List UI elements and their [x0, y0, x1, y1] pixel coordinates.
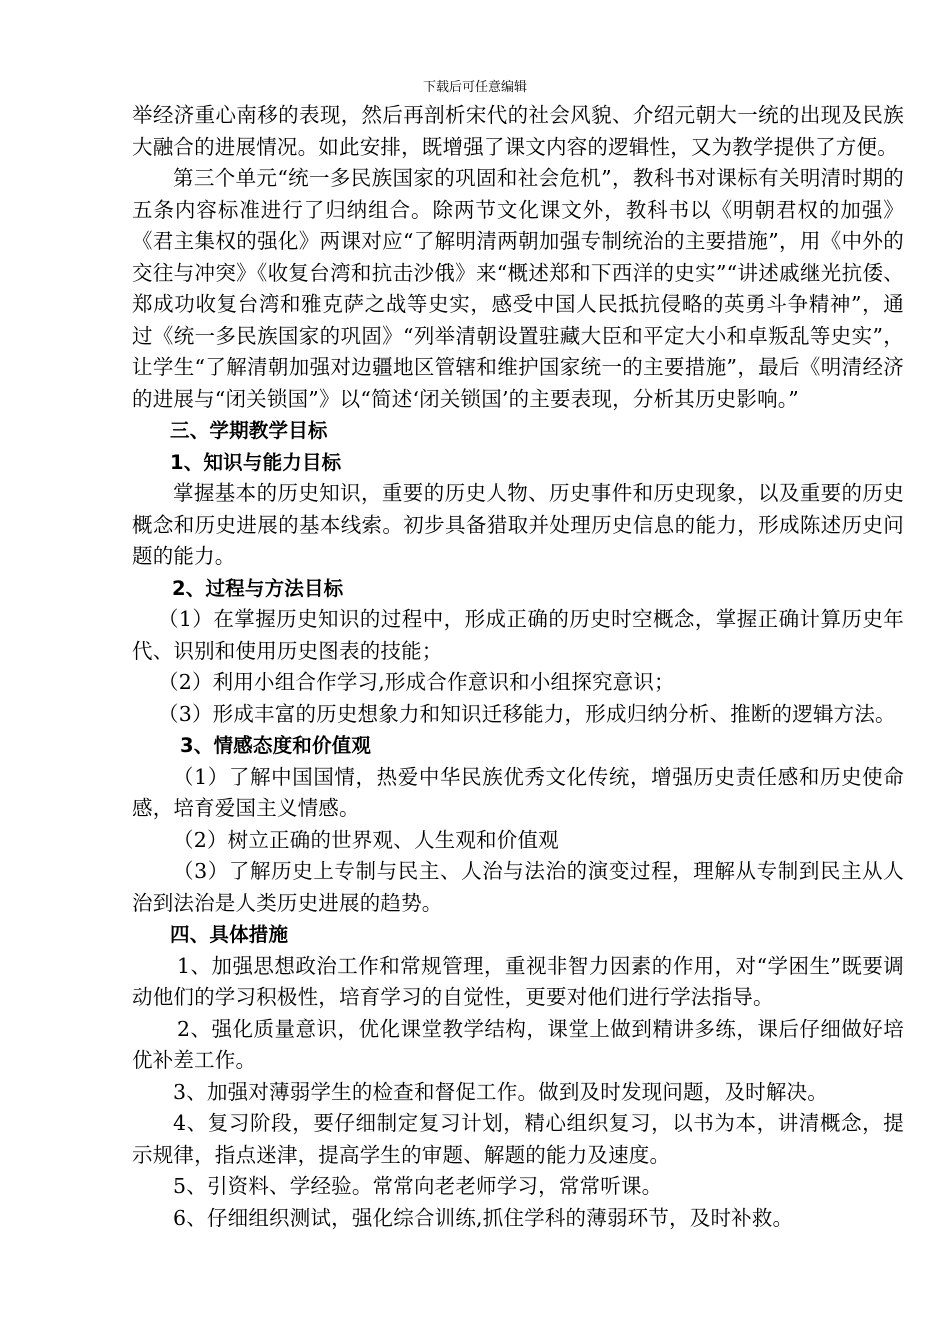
- paragraph-process-1: （1）在掌握历史知识的过程中，形成正确的历史时空概念，掌握正确计算历史年代、识别和使用历史图表的技能；: [132, 607, 904, 663]
- paragraph-continuation: 举经济重心南移的表现，然后再剖析宋代的社会风貌、介绍元朝大一统的出现及民族大融合的进展情况。如此安排，既增强了课文内容的逻辑性，又为教学提供了方便。: [132, 103, 904, 159]
- document-body: [132, 100, 904, 1234]
- paragraph-emotion-2: （2）树立正确的世界观、人生观和价值观: [173, 827, 559, 852]
- subheading-emotion: 3、情感态度和价值观: [180, 734, 372, 757]
- paragraph-measure-3: 3、加强对薄弱学生的检查和督促工作。做到及时发现问题，及时解决。: [173, 1079, 828, 1104]
- paragraph-unit-three: 第三个单元“统一多民族国家的巩固和社会危机”，教科书对课标有关明清时期的五条内容标准进行了归纳组合。除两节文化课文外，教科书以《明朝君权的加强》《君主集权的强化》两课对应“了解明清两朝加强专制统治的主要措施”，用《中外的交往与冲突》《收复台湾和抗击沙俄》来“概述郑和下西洋的史实”“讲述戚继光抗倭、郑成功收复台湾和雅克萨之战等史实，感受中国人民抵抗侵略的英勇斗争精神”，通过《统一多民族国家的巩固》“列举清朝设置驻藏大臣和平定大小和卓叛乱等史实”，让学生“了解清朝加强对边疆地区管辖和维护国家统一的主要措施”，最后《明清经济的进展与“闭关锁国”》以“简述‘闭关锁国’的主要表现，分析其历史影响。”: [132, 166, 904, 411]
- paragraph-measure-5: 5、引资料、学经验。常常向老老师学习，常常听课。: [173, 1174, 663, 1198]
- section-heading-goals: 三、学期教学目标: [170, 419, 328, 442]
- paragraph-measure-6: 6、仔细组织测试，强化综合训练,抓住学科的薄弱环节，及时补救。: [173, 1205, 794, 1230]
- paragraph-knowledge: 掌握基本的历史知识，重要的历史人物、历史事件和历史现象，以及重要的历史概念和历史进展的基本线索。初步具备猎取并处理历史信息的能力，形成陈述历史问题的能力。: [132, 481, 904, 568]
- paragraph-measure-4: 4、复习阶段，要仔细制定复习计划，精心组织复习，以书为本，讲清概念，提示规律，指点迷津，提高学生的审题、解题的能力及速度。: [132, 1111, 904, 1167]
- paragraph-measure-1: 1、加强思想政治工作和常规管理，重视非智力因素的作用，对“学困生”既要调动他们的学习积极性，培育学习的自觉性，更要对他们进行学法指导。: [132, 953, 904, 1009]
- subheading-process: 2、过程与方法目标: [172, 576, 344, 600]
- section-heading-measures: 四、具体措施: [170, 923, 289, 946]
- paragraph-process-3: （3）形成丰富的历史想象力和知识迁移能力，形成归纳分析、推断的逻辑方法。: [158, 701, 896, 726]
- paragraph-process-2: （2）利用小组合作学习,形成合作意识和小组探究意识；: [158, 670, 675, 694]
- paragraph-emotion-1: （1）了解中国国情，热爱中华民族优秀文化传统，增强历史责任感和历史使命感，培育爱国主义情感。: [132, 764, 904, 820]
- paragraph-emotion-3: （3）了解历史上专制与民主、人治与法治的演变过程，理解从专制到民主从人治到法治是人类历史进展的趋势。: [132, 859, 904, 915]
- paragraph-measure-2: 2、强化质量意识，优化课堂教学结构，课堂上做到精讲多练，课后仔细做好培优补差工作。: [132, 1016, 904, 1072]
- subheading-knowledge: 1、知识与能力目标: [170, 450, 342, 474]
- page-header: 下载后可任意编辑: [422, 80, 527, 95]
